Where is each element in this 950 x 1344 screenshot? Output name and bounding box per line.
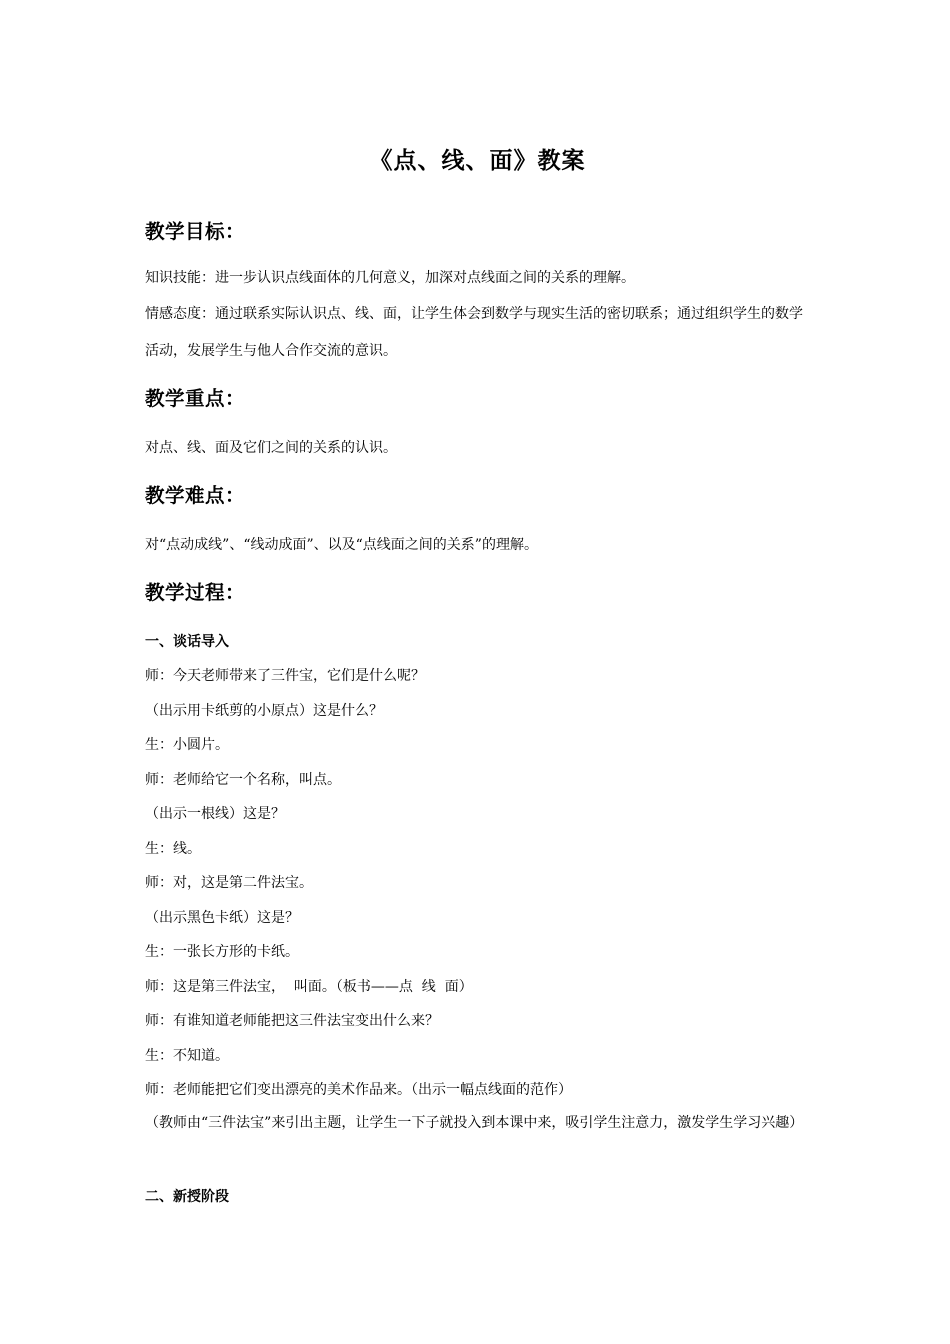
document-title: 《点、线、面》教案 <box>369 148 586 174</box>
dialogue-line: 师：对，这是第二件法宝。 <box>145 875 313 891</box>
dialogue-line: 师：这是第三件法宝， 叫面。（板书——点 线 面） <box>145 979 473 995</box>
teacher-note: （教师由“三件法宝”来引出主题，让学生一下子就投入到本课中来，吸引学生注意力，激发学生学习兴趣） <box>145 1115 804 1131</box>
difficulties-heading: 教学难点： <box>145 484 246 507</box>
objectives-heading: 教学目标： <box>145 220 246 243</box>
dialogue-line: 师：老师能把它们变出漂亮的美术作品来。（出示一幅点线面的范作） <box>145 1082 572 1098</box>
key-points-heading: 教学重点： <box>145 387 246 410</box>
dialogue-line: 生：小圆片。 <box>145 737 229 753</box>
key-points-text: 对点、线、面及它们之间的关系的认识。 <box>145 440 397 456</box>
dialogue-line: 师：今天老师带来了三件宝，它们是什么呢？ <box>145 668 425 684</box>
objectives-attitude: 情感态度：通过联系实际认识点、线、面，让学生体会到数学与现实生活的密切联系；通过组织学生的数学活动，发展学生与他人合作交流的意识。 <box>145 306 803 359</box>
part1-heading: 一、谈话导入 <box>145 634 229 650</box>
dialogue-line: 生：线。 <box>145 841 201 857</box>
objectives-knowledge: 知识技能：进一步认识点线面体的几何意义，加深对点线面之间的关系的理解。 <box>145 270 635 286</box>
dialogue-line: 师：老师给它一个名称，叫点。 <box>145 772 341 788</box>
dialogue-line: （出示用卡纸剪的小原点）这是什么？ <box>145 703 383 719</box>
difficulties-text: 对“点动成线”、“线动成面”、以及“点线面之间的关系”的理解。 <box>145 537 538 553</box>
process-heading: 教学过程： <box>145 581 246 604</box>
part2-heading: 二、新授阶段 <box>145 1189 229 1205</box>
dialogue-line: 生：不知道。 <box>145 1048 229 1064</box>
dialogue-line: 师：有谁知道老师能把这三件法宝变出什么来？ <box>145 1013 439 1029</box>
dialogue-line: 生：一张长方形的卡纸。 <box>145 944 299 960</box>
dialogue-line: （出示一根线）这是？ <box>145 806 285 822</box>
dialogue-line: （出示黑色卡纸）这是？ <box>145 910 299 926</box>
